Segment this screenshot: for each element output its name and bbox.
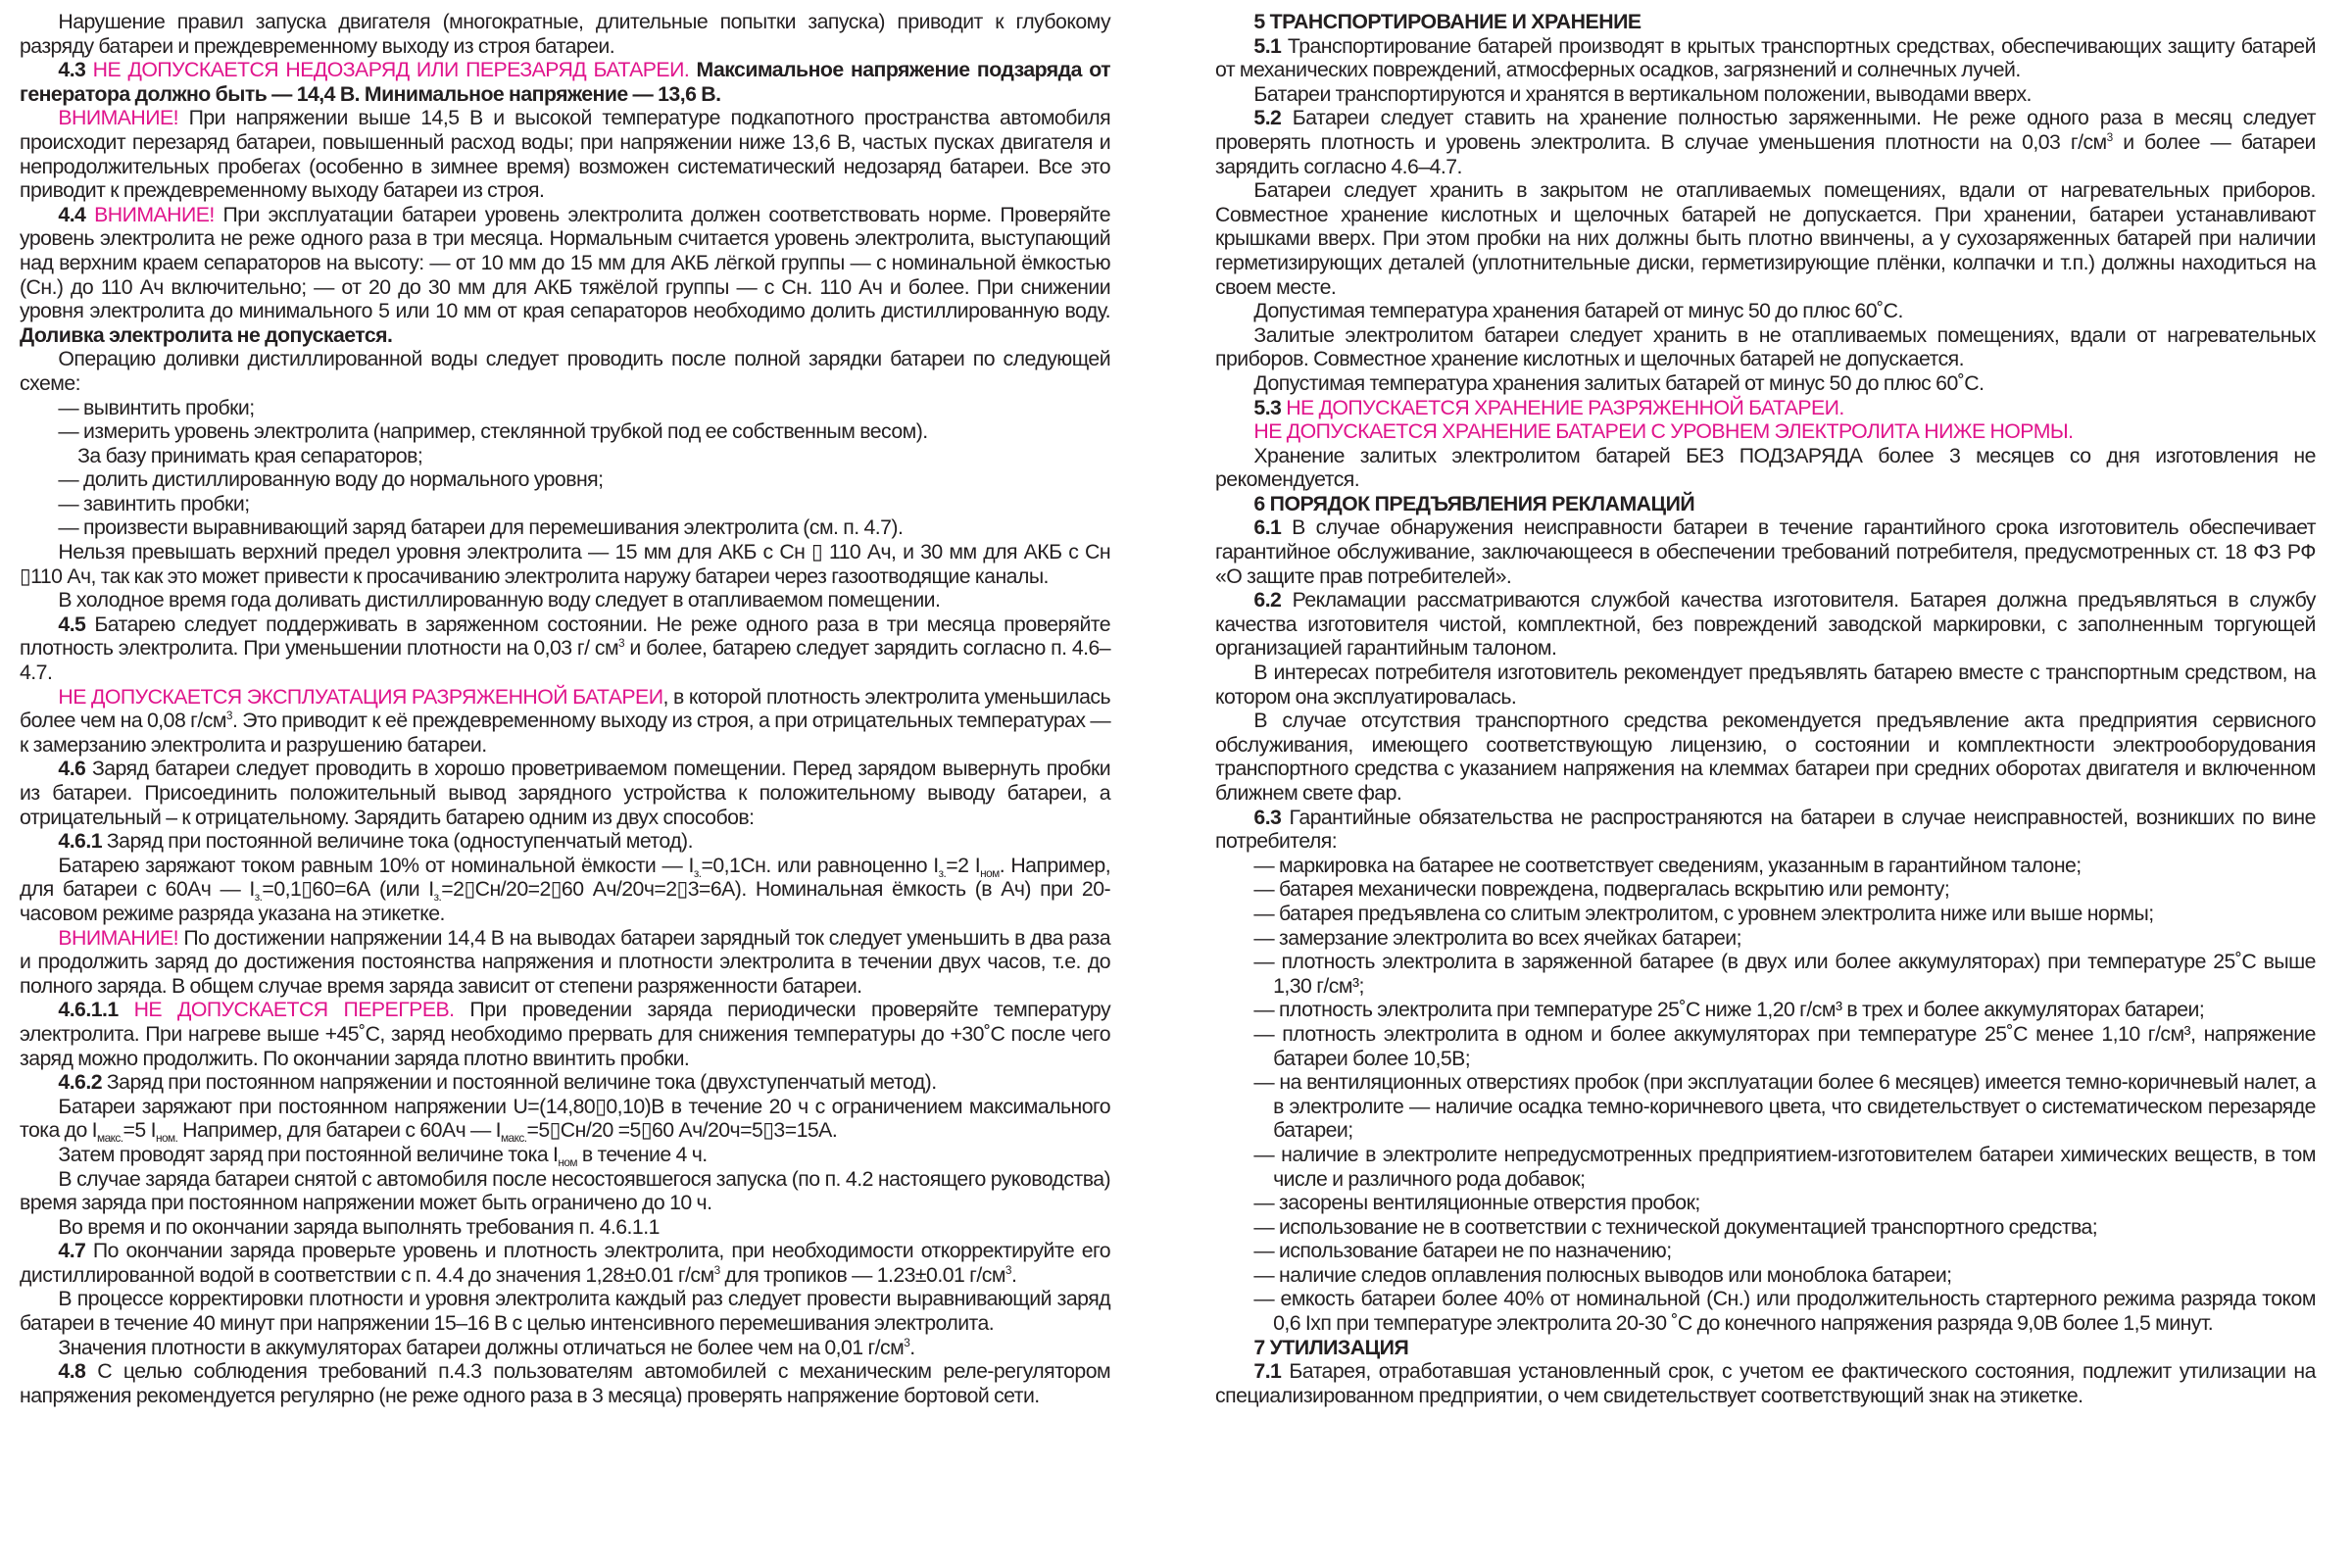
warning-text: НЕ ДОПУСКАЕТСЯ ПЕРЕГРЕВ. [133,997,455,1022]
section-4-6-1-1 [20,998,1110,1070]
body-text: Затем проводят заряд при постоянной величине тока I [58,1141,559,1166]
body-text: . Например, для батареи с 60Ач — I [20,852,1111,902]
list-item: — плотность электролита при температуре 25˚С ниже 1,20 г/см³ в трех и более аккумуляторах батареи; [1253,997,2205,1022]
paragraph-limit: Нельзя превышать верхний предел уровня электролита — 15 мм для АКБ с Сн ▯ 110 Ач, и 30 мм для АКБ с Сн ▯110 Ач, так как это может привести к просачиванию электролита наружу батареи через газоотводящие каналы. [20,539,1111,588]
list-item: — завинтить пробки; [58,490,250,515]
body-text: =5 I [122,1117,156,1143]
paragraph-then [20,1143,1110,1167]
section-number: 4.6.1.1 [58,997,119,1022]
section-number: 6.1 [1253,514,1282,540]
section-number: 7.1 [1253,1358,1282,1384]
subscript: ном [558,1154,577,1169]
body-text: При проведении заряда периодически проверяйте температуру электролита. При нагреве выше +45˚С, заряд необходимо прервать для снижения температуры до +30˚С после чего заряд можно продолжить. По окончании заряда плотно ввинтить пробки. [20,997,1111,1070]
section-number: 4.5 [58,611,86,636]
list-item: — наличие следов оплавления полюсных выводов или моноблока батареи; [1253,1261,1952,1287]
subscript: з. [938,865,947,880]
body-text: в течение 4 ч. [576,1141,708,1166]
body-text: Заряд при постоянном напряжении и постоянной величине тока (двухступенчатый метод). [106,1069,937,1095]
body-text: и более, батарею следует зарядить согласно п. 4.6–4.7. [20,635,1111,685]
section-number: 4.7 [58,1238,86,1263]
section-4-6 [20,757,1110,829]
superscript: 3 [225,709,232,723]
subscript: з. [433,890,442,905]
warning-text: НЕ ДОПУСКАЕТСЯ НЕДОЗАРЯД ИЛИ ПЕРЕЗАРЯД БАТАРЕИ. [92,57,690,82]
body-text: Гарантийные обязательства не распространяются на батареи в случае неисправностей, возникших по вине потребителя: [1215,804,2316,854]
superscript: 3 [618,636,625,651]
section-4-5-warning [20,685,1110,758]
warning-text: НЕ ДОПУСКАЕТСЯ ХРАНЕНИЕ РАЗРЯЖЕННОЙ БАТАРЕИ. [1286,394,1844,419]
list-item: — на вентиляционных отверстиях пробок (при эксплуатации более 6 месяцев) имеется темно-коричневый налет, а в электролите — наличие осадка темно-коричневого цвета, что свидетельствует о систематическом перезаряде батареи; [1253,1069,2316,1143]
body-text: Например, для батареи с 60Ач — I [177,1117,501,1143]
paragraph-cold: В холодное время года доливать дистиллированную воду следует в отапливаемом помещении. [58,587,941,612]
body-text: При напряжении выше 14,5 В и высокой температуре подкапотного пространства автомобиля происходит перезаряд батареи, повышенный расход воды; при напряжении ниже 13,6 В, частых пусках двигателя и непродолжительных пробегах (особенно в зимнее время) возможен систематический недозаряд батареи. Все это приводит к преждевременному выходу батареи из строя. [20,105,1111,203]
warranty-exclusions-list [1215,854,2316,1336]
warning-text: ВНИМАНИЕ! [58,105,179,130]
list-item: — емкость батареи более 40% от номинальной (Сн.) или продолжительность стартерного режима разряда током 0,6 Iхп при температуре электролита 20-30 ˚С до конечного напряжения разряда 9,0В более 1,5 минут. [1253,1286,2316,1336]
section-number: 6.2 [1253,587,1282,612]
section-number: 5.1 [1253,32,1282,58]
subscript: ном. [155,1131,178,1146]
section-7-1 [1215,1359,2316,1407]
subscript: з. [254,890,263,905]
body-text: Заряд батареи следует проводить в хорошо проветриваемом помещении. Перед зарядом вывернуть пробки из батареи. Присоединить положительный вывод зарядного устройства к положительному выводу батареи, а отрицательный – к отрицательному. Зарядить батарею одним из двух способов: [20,756,1111,829]
body-text: . [909,1334,915,1359]
list-item: — батарея механически повреждена, подвергалась вскрытию или ремонту; [1253,876,1950,902]
bold-text: Максимальное напряжение подзаряда от генератора должно быть — 14,4 В. Минимальное напряжение — 13,6 В. [20,57,1111,106]
body-text: =0,1Сн. или равноценно I [701,852,939,877]
body-text: Батареи следует ставить на хранение полностью заряженными. Не реже одного раза в месяц следует проверять плотность и уровень электролита. В случае уменьшения плотности на 0,03 г/см [1215,105,2316,154]
subscript: макс. [500,1131,527,1146]
paragraph-interest: В интересах потребителя изготовитель рекомендует предъявлять батарею вместе с транспортным средством, на котором она эксплуатировалась. [1215,660,2316,709]
heading-section-5: 5 ТРАНСПОРТИРОВАНИЕ И ХРАНЕНИЕ [1253,9,1642,33]
paragraph-vertical: Батареи транспортируются и хранятся в вертикальном положении, выводами вверх. [1253,80,2032,106]
section-number: 4.6.1 [58,828,103,854]
section-4-5 [20,612,1110,685]
list-item: — плотность электролита в одном и более аккумуляторах при температуре 25˚С менее 1,10 г/см³, напряжение батареи более 10,5В; [1253,1020,2316,1070]
section-number: 4.6.2 [58,1069,103,1095]
body-text: =5▯Сн/20 =5▯60 Ач/20ч=5▯3=15А. [526,1117,838,1143]
warning-text: ВНИМАНИЕ! [58,924,179,950]
body-text: Заряд при постоянной величине тока (одноступенчатый метод). [106,828,693,854]
section-4-4 [20,203,1110,348]
body-text: =2▯Сн/20=2▯60 Ач/20ч=2▯3=6А). Номинальная ёмкость (в Ач) при 20-часовом режиме разряда указана на этикетке. [20,876,1111,925]
list-item: — замерзание электролита во всех ячейках батареи; [1253,924,1741,950]
paragraph-temp-2: Допустимая температура хранения залитых батарей от минус 50 до плюс 60˚С. [1253,369,1984,395]
list-item: — вывинтить пробки; [58,394,255,419]
section-4-6-1-body [20,854,1110,926]
list-item: — использование не в соответствии с технической документацией транспортного средства; [1253,1213,2098,1239]
body-text: При эксплуатации батареи уровень электролита должен соответствовать норме. Проверяйте уровень электролита не реже одного раза в три месяца. Нормальным считается уровень электролита, выступающий над верхним краем сепараторов на высоту: — от 10 мм до 15 мм для АКБ лёгкой группы — с номинальной ёмкостью (Сн.) до 110 Ач включительно; — от 20 до 30 мм для АКБ тяжёлой группы — с Сн. 110 Ач и более. При снижении уровня электролита до минимального 5 или 10 мм от края сепараторов необходимо долить дистиллированную воду. [20,201,1111,323]
superscript: 3 [2106,129,2113,144]
section-4-6-1 [20,829,1110,854]
paragraph-topup: Операцию доливки дистиллированной воды следует проводить после полной зарядки батареи по следующей схеме: [20,346,1111,395]
body-text: . Это приводит к её преждевременному выходу из строя, а при отрицательных температурах — к замерзанию электролита и разрушению батареи. [20,708,1111,757]
subscript: з. [693,865,702,880]
body-text: =0,1▯60=6А (или I [262,876,434,902]
list-item: — измерить уровень электролита (например, стеклянной трубкой под ее собственным весом). [58,418,928,444]
section-6-3 [1215,806,2316,854]
paragraph-temp-1: Допустимая температура хранения батарей от минус 50 до плюс 60˚С. [1253,298,1903,323]
body-text: Значения плотности в аккумуляторах батареи должны отличаться не более чем на 0,01 г/см [58,1334,905,1359]
bold-text: Доливка электролита не допускается. [20,321,393,347]
subscript: ном [980,865,1000,880]
section-6-2 [1215,588,2316,661]
list-item: — засорены вентиляционные отверстия пробок; [1253,1190,1700,1215]
superscript: 3 [904,1335,910,1349]
warning-text: ВНИМАНИЕ! [94,201,215,226]
section-4-3 [20,58,1110,106]
paragraph-no-vehicle: В случае отсутствия транспортного средства рекомендуется предъявление акта предприятия сервисного обслуживания, имеющего соответствующую лицензию, о состоянии и комплектности электрооборудования транспортного средства с указанием напряжения на клеммах батареи при средних оборотах двигателя и включенном ближнем свете фар. [1215,708,2316,805]
body-text: Батарею следует поддерживать в заряженном состоянии. Не реже одного раза в три месяца проверяйте плотность электролита. При уменьшении плотности на 0,03 г/ см [20,611,1111,661]
right-column [1215,10,2316,1568]
section-number: 4.6 [58,756,86,781]
subscript: макс. [97,1131,123,1146]
superscript: 3 [713,1262,720,1277]
body-text: Батарею заряжают током равным 10% от номинальной ёмкости — I [58,852,694,877]
heading-section-6: 6 ПОРЯДОК ПРЕДЪЯВЛЕНИЯ РЕКЛАМАЦИЙ [1253,490,1695,515]
body-text: По окончании заряда проверьте уровень и плотность электролита, при необходимости откорректируйте его дистиллированной водой в соответствии с п. 4.4 до значения 1,28±0.01 г/см [20,1238,1111,1287]
body-text: , в которой плотность электролита уменьшилась более чем на 0,08 г/см [20,683,1111,733]
warning-low-electrolyte: НЕ ДОПУСКАЕТСЯ ХРАНЕНИЕ БАТАРЕИ С УРОВНЕМ ЭЛЕКТРОЛИТА НИЖЕ НОРМЫ. [1253,418,2074,444]
section-4-6-2-body [20,1093,1111,1146]
paragraph-during: Во время и по окончании заряда выполнять требования п. 4.6.1.1 [58,1213,660,1239]
paragraph-store-closed: Батареи следует хранить в закрытом не отапливаемых помещениях, вдали от нагревательных приборов. Совместное хранение кислотных и щелочных батарей не допускается. При хранении, батареи устанавливают крышками вверх. При этом пробки на них должны быть плотно ввинчены, а у сухозаряженных батарей при наличии герметизирующих деталей (уплотнительные диски, герметизирующие плёнки, колпачки и т.п.) должны находиться на своем месте. [1215,177,2316,299]
left-column [20,10,1110,1568]
list-item: — произвести выравнивающий заряд батареи для перемешивания электролита (см. п. 4.7). [58,514,904,540]
list-item: — плотность электролита в заряженной батарее (в двух или более аккумуляторах) при температуре 25˚С выше 1,30 г/см³; [1253,949,2316,998]
body-text: Батареи заряжают при постоянном напряжении U=(14,80▯0,10)В в течение 20 ч с ограничением максимального тока до I [20,1093,1111,1143]
section-number: 5.2 [1253,105,1282,130]
section-4-6-1-attention [20,926,1110,999]
warning-text: НЕ ДОПУСКАЕТСЯ ЭКСПЛУАТАЦИЯ РАЗРЯЖЕННОЙ БАТАРЕИ [58,683,663,709]
body-text: В случае обнаружения неисправности батареи в течение гарантийного срока изготовитель обеспечивает гарантийное обслуживание, заключающееся в обеспечении требований потребителя, предусмотренных ст. 18 ФЗ РФ «О защите прав потребителей». [1215,514,2316,588]
body-text: . [1010,1261,1017,1287]
paragraph-correction: В процессе корректировки плотности и уровня электролита каждый раз следует провести выравнивающий заряд батареи в течение 40 минут при напряжении 15–16 В с целью интенсивного перемешивания электролита. [20,1286,1111,1336]
section-number: 5.3 [1253,394,1282,419]
section-number: 4.8 [58,1358,86,1384]
section-4-3-attention [20,106,1110,202]
section-number: 6.3 [1253,804,1282,829]
body-text: Рекламации рассматриваются службой качества изготовителя. Батарея должна предъявляться в службу качества изготовителя чистой, комплектной, без повреждений заводской маркировки, с заполненным торгующей организацией гарантийным талоном. [1215,587,2316,661]
paragraph-density [20,1336,1110,1360]
section-4-8 [20,1359,1110,1407]
body-text: По достижении напряжении 14,4 В на выводах батареи зарядный ток следует уменьшить в два раза и продолжить заряд до достижения постоянства напряжения и плотности электролита в течении двух часов, т.е. до полного заряда. В общем случае время заряда зависит от степени разряженности батареи. [20,924,1111,998]
list-item: — наличие в электролите непредусмотренных предприятием-изготовителем батареи химических веществ, в том числе и различного рода добавок; [1253,1141,2316,1191]
list-item: — долить дистиллированную воду до нормального уровня; [58,466,604,492]
paragraph-intro: Нарушение правил запуска двигателя (многократные, длительные попытки запуска) приводит к глубокому разряду батареи и преждевременному выходу из строя батареи. [20,9,1111,58]
heading-section-7: 7 УТИЛИЗАЦИЯ [1253,1334,1409,1359]
list-item-continuation: За базу принимать края сепараторов; [77,442,423,467]
section-5-1 [1215,34,2316,82]
section-5-2 [1215,106,2316,178]
paragraph-failed-start: В случае заряда батареи снятой с автомобиля после несостоявшегося запуска (по п. 4.2 настоящего руководства) время заряда при постоянном напряжении может быть ограничено до 10 ч. [20,1165,1111,1215]
body-text: для тропиков — 1.23±0.01 г/см [719,1261,1005,1287]
paragraph-no-recharge: Хранение залитых электролитом батарей БЕЗ ПОДЗАРЯДА более 3 месяцев со дня изготовления не рекомендуется. [1215,442,2316,492]
section-6-1 [1215,515,2316,588]
list-item: — использование батареи не по назначению; [1253,1238,1672,1263]
section-number: 4.3 [58,57,86,82]
body-text: и более — батареи зарядить согласно 4.6–4.7. [1215,128,2316,178]
section-number: 4.4 [58,201,86,226]
section-4-6-2 [20,1070,1110,1095]
body-text: С целью соблюдения требований п.4.3 пользователям автомобилей с механическим реле-регулятором напряжения рекомендуется регулярно (не реже одного раза в 3 месяца) проверять напряжение бортовой сети. [20,1358,1111,1407]
body-text: Батарея, отработавшая установленный срок, с учетом ее фактического состояния, подлежит утилизации на специализированном предприятии, о чем свидетельствует соответствующий знак на этикетке. [1215,1358,2316,1407]
paragraph-filled: Залитые электролитом батареи следует хранить в не отапливаемых помещениях, вдали от нагревательных приборов. Совместное хранение кислотных и щелочных батарей не допускается. [1215,321,2316,371]
body-text: Транспортирование батарей производят в крытых транспортных средствах, обеспечивающих защиту батарей от механических повреждений, атмосферных осадков, загрязнений и солнечных лучей. [1215,32,2316,82]
section-4-7 [20,1239,1110,1287]
superscript: 3 [1004,1262,1011,1277]
list-item: — маркировка на батарее не соответствует сведениям, указанным в гарантийном талоне; [1253,852,2082,877]
body-text: =2 I [946,852,981,877]
section-5-3 [1215,396,2316,420]
list-item: — батарея предъявлена со слитым электролитом, с уровнем электролита ниже или выше нормы; [1253,900,2154,925]
